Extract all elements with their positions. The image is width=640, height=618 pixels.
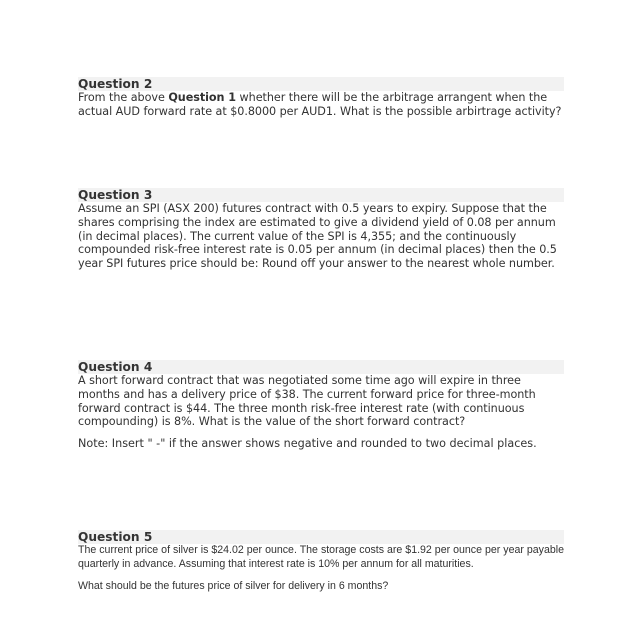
question-5-heading: Question 5: [78, 530, 564, 544]
question-2-bold-ref: Question 1: [168, 91, 237, 104]
question-2-heading: Question 2: [78, 77, 564, 91]
question-4-note: Note: Insert " -" if the answer shows negative and rounded to two decimal places.: [78, 437, 537, 451]
question-5-text: The current price of silver is $24.02 per ounce. The storage costs are $1.92 per ounce per year payable quarterly in advance. Assuming that interest rate is 10% per annum for all maturities.: [78, 544, 564, 570]
question-2: [78, 77, 564, 119]
question-5: [78, 530, 564, 594]
question-4: [78, 360, 564, 451]
question-2-text-part: From the above: [78, 91, 169, 104]
question-3-heading: Question 3: [78, 188, 564, 202]
question-2-text: [78, 91, 564, 119]
question-2-text-part: whether there will be the arbitrage arrangent when the actual AUD forward rate at $0.8000 per AUD1. What is the possible arbirtrage activity?: [78, 91, 562, 118]
question-4-text: A short forward contract that was negotiated some time ago will expire in three months and has a delivery price of $38. The current forward price for three-month forward contract is $44. The three month risk-free interest rate (with continuous compounding) is 8%. What is the value of the short forward contract?: [78, 374, 536, 429]
question-4-heading: Question 4: [78, 360, 564, 374]
question-3-text: Assume an SPI (ASX 200) futures contract with 0.5 years to expiry. Suppose that the shares comprising the index are estimated to give a dividend yield of 0.08 per annum (in decimal places). The current value of the SPI is 4,355; and the continuously compounded risk-free interest rate is 0.05 per annum (in decimal places) then the 0.5 year SPI futures price should be: Round off your answer to the nearest whole number.: [78, 202, 557, 271]
question-3: [78, 188, 564, 271]
question-5-prompt: What should be the futures price of silver for delivery in 6 months?: [78, 580, 389, 592]
